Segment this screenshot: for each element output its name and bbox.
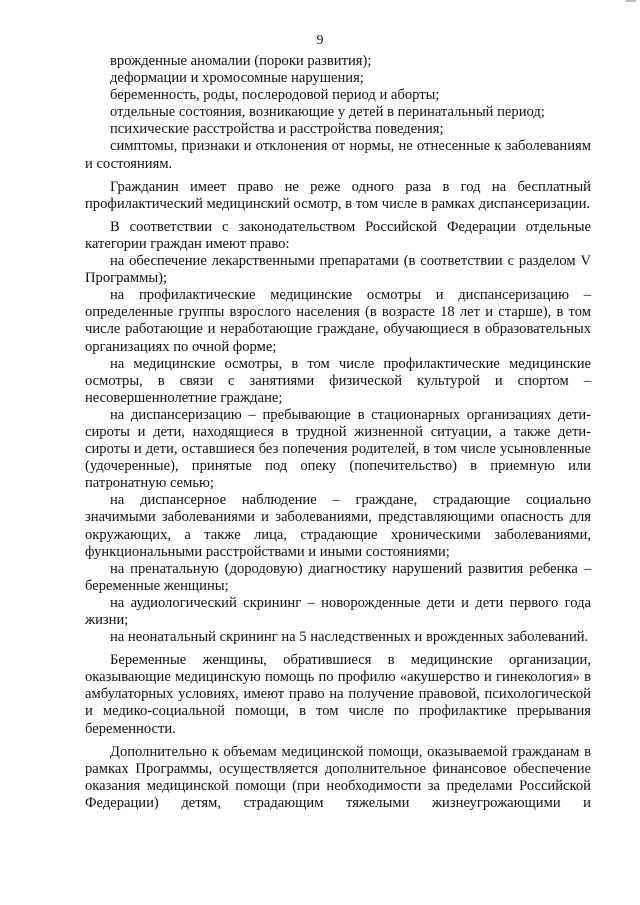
rights-item: на профилактические медицинские осмотры и диспансеризацию – определенные группы взрослого населения (в возрасте 18 лет и старше), в том числе работающие и неработающие граждане, обучающиеся в образовательных организациях по очной форме; <box>85 287 591 355</box>
list-item: беременность, роды, послеродовой период и аборты; <box>110 87 440 104</box>
paragraph-pregnant-women: Беременные женщины, обратившиеся в медицинские организации, оказывающие медицинскую помощь по профилю «акушерство и гинекология» в амбулаторных условиях, имеют право на получение правовой, психологической и медико-социальной помощи, в том числе по профилактике прерывания беременности. <box>85 652 591 737</box>
rights-item: на пренатальную (дородовую) диагностику нарушений развития ребенка – беременные женщины; <box>85 560 591 594</box>
list-item: врожденные аномалии (пороки развития); <box>110 53 372 69</box>
list-item-symptoms: симптомы, признаки и отклонения от нормы, не отнесенные к заболеваниям и состояниям. <box>85 138 591 172</box>
page-number: 9 <box>316 33 324 48</box>
rights-item: на медицинские осмотры, в том числе профилактические медицинские осмотры, в связи с занятиями физической культурой и спортом – несовершеннолетние граждане; <box>85 355 591 406</box>
rights-item: на аудиологический скрининг – новорожденные дети и дети первого года жизни; <box>85 594 591 628</box>
list-item: деформации и хромосомные нарушения; <box>110 70 364 87</box>
document-body <box>85 53 591 812</box>
rights-item: на неонатальный скрининг на 5 наследственных и врожденных заболеваний. <box>110 629 589 646</box>
scan-edge-mark <box>0 0 640 2</box>
rights-item: на обеспечение лекарственными препаратами (в соответствии с разделом V Программы); <box>85 253 591 287</box>
rights-item: на диспансеризацию – пребывающие в стационарных организациях дети-сироты и дети, находящиеся в трудной жизненной ситуации, а также дети-сироты и дети, оставшиеся без попечения родителей, в том числе усыновленные (удочеренные), принятые под опеку (попечительство) в приемную или патронатную семью; <box>85 406 591 492</box>
rights-item: на диспансерное наблюдение – граждане, страдающие социально значимыми заболеваниями и заболеваниями, представляющими опасность для окружающих, а также лица, страдающие хроническими заболеваниями, функциональными расстройствами и иными состояниями; <box>85 492 591 560</box>
list-item: отдельные состояния, возникающие у детей в перинатальный период; <box>110 104 545 121</box>
paragraph-categories-intro: В соответствии с законодательством Российской Федерации отдельные категории граждан имеют право: <box>85 218 591 252</box>
list-item: психические расстройства и расстройства поведения; <box>110 121 444 138</box>
paragraph-additional-funding: Дополнительно к объемам медицинской помощи, оказываемой гражданам в рамках Программы, осуществляется дополнительное финансовое обеспечение оказания медицинской помощи (при необходимости за пределами Российской Федерации) детям, страдающим тяжелыми жизнеугрожающими и <box>85 743 591 811</box>
paragraph-checkup: Гражданин имеет право не реже одного раза в год на бесплатный профилактический медицинский осмотр, в том числе в рамках диспансеризации. <box>85 178 591 212</box>
diagnosis-list <box>85 53 591 138</box>
